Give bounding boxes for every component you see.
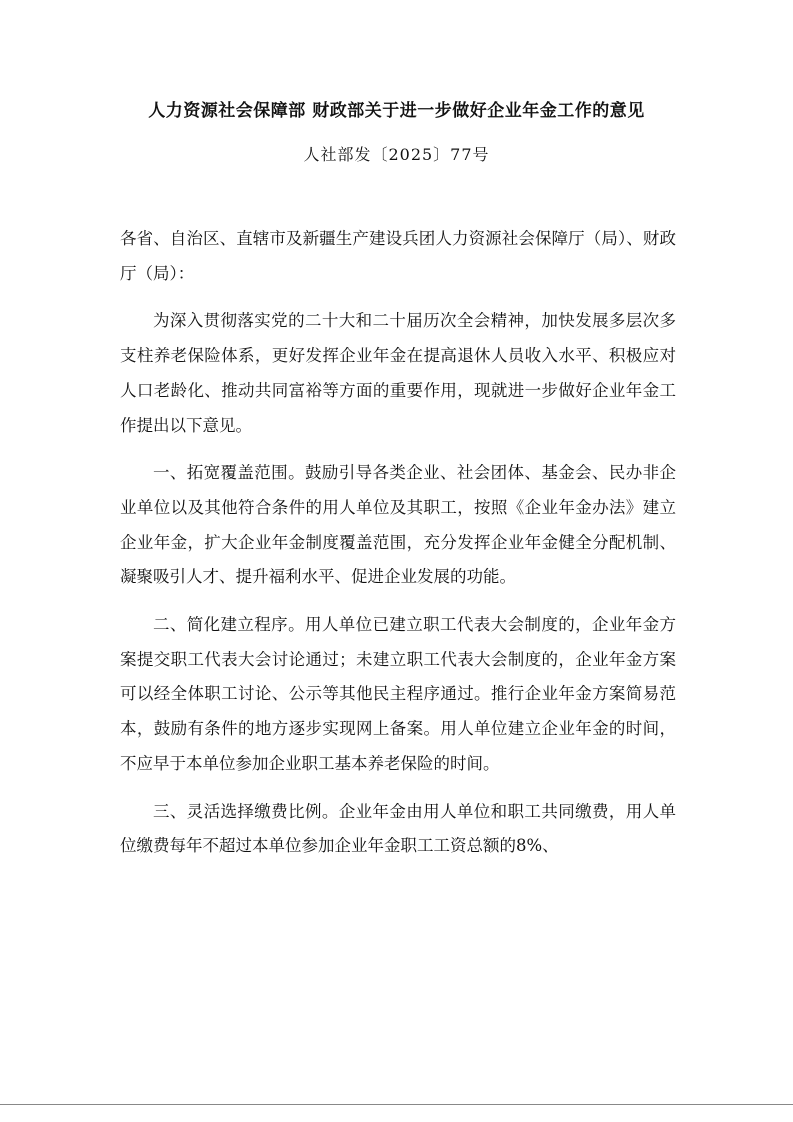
paragraph-intro: 为深入贯彻落实党的二十大和二十届历次全会精神，加快发展多层次多支柱养老保险体系，更好发挥企业年金在提高退休人员收入水平、积极应对人口老龄化、推动共同富裕等方面的重要作用，现就进一步做好企业年金工作提出以下意见。 [120,311,676,435]
paragraph-3: 三、灵活选择缴费比例。企业年金由用人单位和职工共同缴费，用人单位缴费每年不超过本单位参加企业年金职工工资总额的8%、 [120,801,676,856]
document-title: 人力资源社会保障部 财政部关于进一步做好企业年金工作的意见 [148,101,645,121]
paragraph-2: 二、简化建立程序。用人单位已建立职工代表大会制度的，企业年金方案提交职工代表大会讨论通过；未建立职工代表大会制度的，企业年金方案可以经全体职工讨论、公示等其他民主程序通过。推行企业年金方案简易范本，鼓励有条件的地方逐步实现网上备案。用人单位建立企业年金的时间，不应早于本单位参加企业职工基本养老保险的时间。 [120,615,676,773]
document-body [120,222,676,864]
paragraph-1: 一、拓宽覆盖范围。鼓励引导各类企业、社会团体、基金会、民办非企业单位以及其他符合条件的用人单位及其职工，按照《企业年金办法》建立企业年金，扩大企业年金制度覆盖范围，充分发挥企业年金健全分配机制、凝聚吸引人才、提升福利水平、促进企业发展的功能。 [120,463,676,587]
document-number: 人社部发〔2025〕77号 [303,145,490,164]
salutation: 各省、自治区、直辖市及新疆生产建设兵团人力资源社会保障厅（局）、财政厅（局）： [120,229,676,283]
page-bottom-rule [0,1104,793,1105]
